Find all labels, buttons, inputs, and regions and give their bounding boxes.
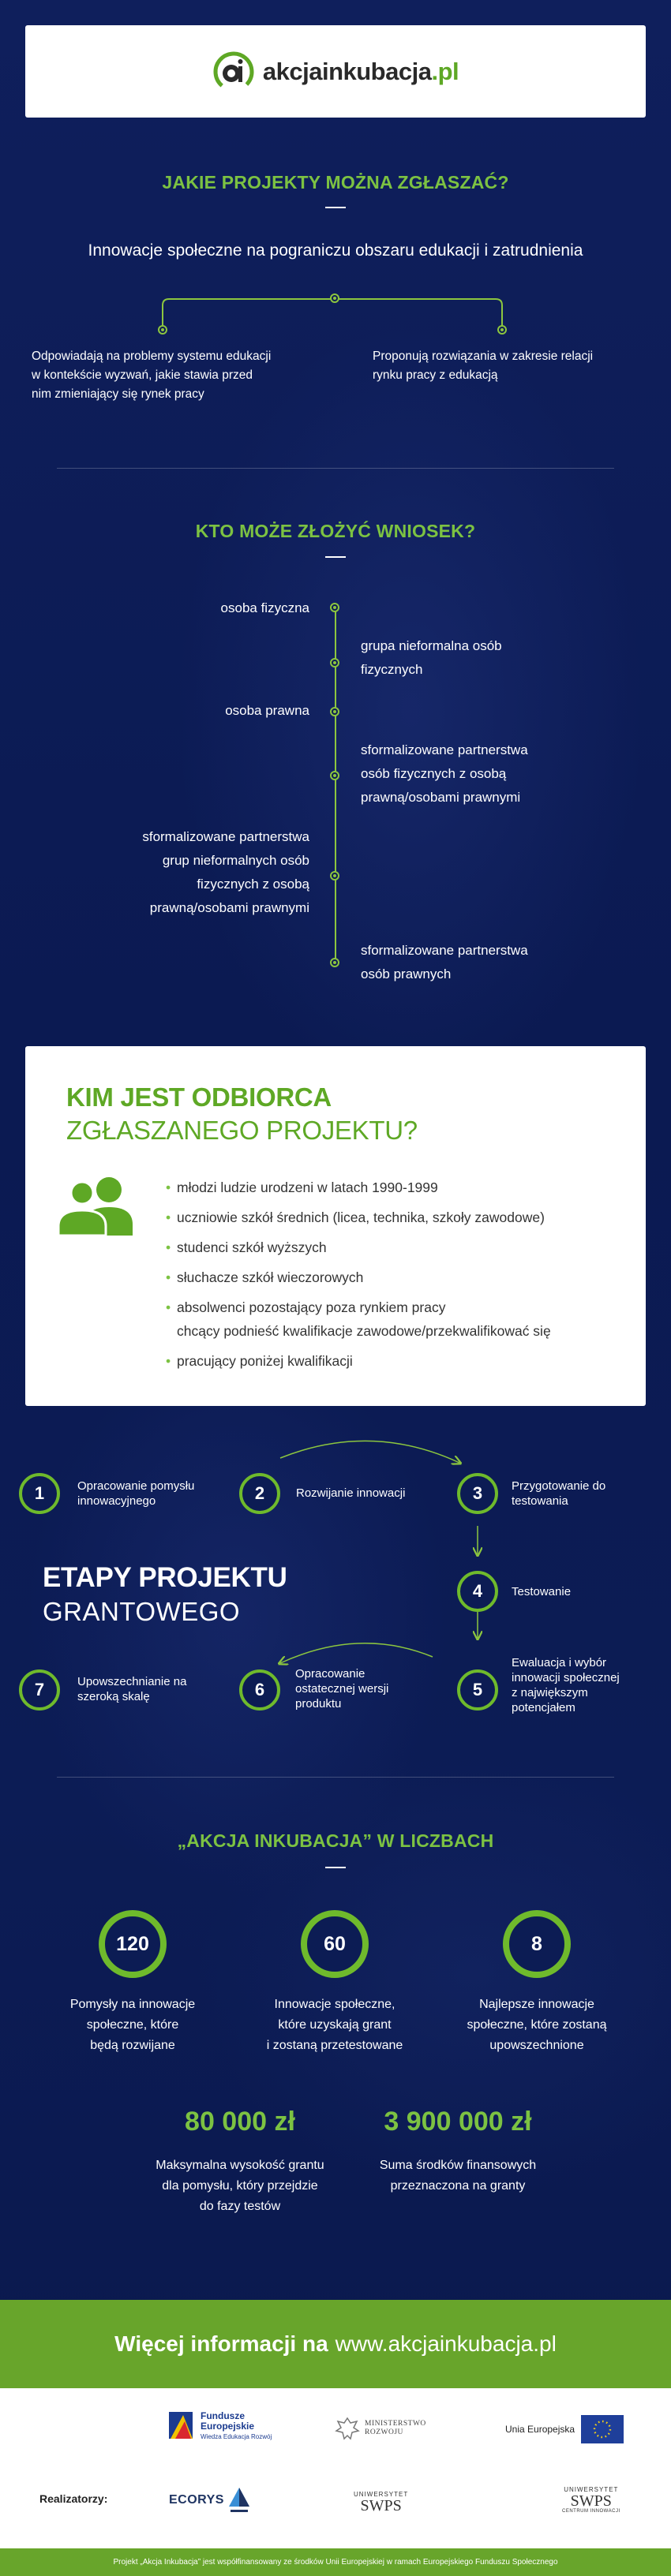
stage-label-line: z największym bbox=[512, 1686, 588, 1699]
audience-item bbox=[166, 1236, 551, 1259]
stage-7-circle: 7 bbox=[19, 1669, 60, 1710]
stage-1-label bbox=[77, 1479, 194, 1509]
audience-item-line: • absolwenci pozostający poza rynkiem pracy bbox=[177, 1299, 446, 1315]
who-node bbox=[330, 958, 339, 967]
users-icon bbox=[54, 1172, 141, 1236]
logo-main-text: akcjainkubacja bbox=[262, 57, 432, 85]
stage-label-line: potencjałem bbox=[512, 1701, 575, 1714]
stat-text-line: społeczne, które bbox=[86, 2018, 179, 2032]
amount-3900000-text bbox=[371, 2155, 545, 2197]
audience-item bbox=[166, 1349, 551, 1373]
audience-item bbox=[166, 1176, 551, 1199]
who-item-right-2 bbox=[361, 939, 613, 986]
stage-1-circle: 1 bbox=[19, 1473, 60, 1514]
stage-6-label bbox=[295, 1666, 388, 1711]
who-item-line: osób fizycznych z osobą bbox=[361, 766, 507, 781]
audience-item-line: • młodzi ludzie urodzeni w latach 1990-1999 bbox=[177, 1180, 438, 1195]
who-item-line: prawną/osobami prawnymi bbox=[361, 790, 521, 805]
who-item-line: sformalizowane partnerstwa bbox=[361, 742, 528, 757]
stage-label-line: Ewaluacja i wybór bbox=[512, 1656, 607, 1669]
projects-right-line: Proponują rozwiązania w zakresie relacji bbox=[373, 350, 594, 363]
who-title-dash bbox=[325, 556, 346, 558]
who-node bbox=[330, 871, 339, 880]
audience-item-line: • pracujący poniżej kwalifikacji bbox=[177, 1353, 353, 1369]
swps-innovation-main-text: SWPS bbox=[570, 2492, 612, 2510]
who-item-line: fizycznych bbox=[361, 662, 423, 677]
amount-80000-text bbox=[153, 2155, 327, 2217]
swps-innovation-logo bbox=[562, 2486, 620, 2514]
swps-innovation-sub-text: CENTRUM INNOWACJI bbox=[562, 2509, 620, 2514]
stat-ring-8: 8 bbox=[503, 1910, 571, 1978]
who-item-line: prawną/osobami prawnymi bbox=[149, 900, 309, 915]
stat-text-60 bbox=[248, 1995, 422, 2056]
audience-title-bold: KIM JEST ODBIORCA bbox=[66, 1082, 332, 1112]
stage-label-line: szeroką skalę bbox=[77, 1690, 150, 1703]
amount-80000: 80 000 zł bbox=[185, 2107, 295, 2137]
stage-3-circle: 3 bbox=[457, 1473, 498, 1514]
eu-flag-icon bbox=[581, 2415, 624, 2443]
who-node bbox=[330, 707, 339, 716]
more-info-band bbox=[0, 2300, 671, 2388]
stat-text-120 bbox=[46, 1995, 219, 2056]
projects-left-line: Odpowiadają na problemy systemu edukacji bbox=[32, 350, 272, 363]
audience-card bbox=[25, 1046, 646, 1406]
numbers-title-dash bbox=[325, 1867, 346, 1868]
projects-right-line: rynku pracy z edukacją bbox=[373, 368, 498, 382]
stat-text-line: Najlepsze innowacje bbox=[479, 1998, 594, 2011]
audience-item-line: chcący podnieść kwalifikacje zawodowe/przekwalifikować się bbox=[177, 1323, 551, 1339]
stat-text-line: Maksymalna wysokość grantu bbox=[156, 2159, 324, 2172]
audience-item-line: • słuchacze szkół wieczorowych bbox=[177, 1269, 364, 1285]
stage-5-circle: 5 bbox=[457, 1669, 498, 1710]
amount-3900000: 3 900 000 zł bbox=[384, 2107, 532, 2137]
swps-innovation-top-text: UNIWERSYTET bbox=[564, 2486, 619, 2493]
eu-label: Unia Europejska bbox=[505, 2424, 575, 2435]
stat-text-line: Suma środków finansowych bbox=[379, 2159, 537, 2172]
stage-label-line: Przygotowanie do bbox=[512, 1479, 606, 1493]
stage-label-line: Rozwijanie innowacji bbox=[296, 1486, 406, 1500]
stage-label-line: ostatecznej wersji bbox=[295, 1682, 389, 1696]
who-title: KTO MOŻE ZŁOŻYĆ WNIOSEK? bbox=[195, 521, 476, 541]
projects-right-text bbox=[373, 347, 641, 385]
stat-text-line: i zostaną przetestowane bbox=[266, 2039, 403, 2052]
projects-subtitle: Innowacje społeczne na pograniczu obszaru edukacji i zatrudnienia bbox=[88, 241, 583, 260]
ministry-line1: MINISTERSTWO bbox=[365, 2420, 426, 2428]
fe-line3: Wiedza Edukacja Rozwój bbox=[201, 2432, 272, 2440]
eu-logo bbox=[505, 2415, 624, 2443]
stat-text-line: upowszechnione bbox=[489, 2039, 584, 2052]
audience-title-light: ZGŁASZANEGO PROJEKTU? bbox=[66, 1116, 418, 1145]
stat-text-line: będą rozwijane bbox=[90, 2039, 175, 2052]
partners-section bbox=[0, 2388, 671, 2548]
logo[interactable] bbox=[212, 50, 459, 93]
numbers-title: „AKCJA INKUBACJA” W LICZBACH bbox=[177, 1830, 494, 1851]
stat-text-8 bbox=[450, 1995, 624, 2056]
more-info-label: Więcej informacji na bbox=[114, 2331, 328, 2356]
projects-left-node bbox=[158, 325, 167, 335]
stage-2-circle: 2 bbox=[239, 1473, 280, 1514]
who-item-line: grupa nieformalna osób bbox=[361, 638, 502, 653]
fe-line1: Fundusze bbox=[201, 2410, 245, 2421]
stat-ring-60: 60 bbox=[301, 1910, 369, 1978]
audience-item bbox=[166, 1206, 551, 1229]
ecorys-text: ECORYS bbox=[169, 2493, 224, 2507]
ministry-logo bbox=[335, 2415, 426, 2442]
section-divider bbox=[57, 1777, 614, 1778]
who-item-left-0 bbox=[71, 596, 309, 620]
projects-left-text bbox=[32, 347, 300, 404]
stat-text-line: które uzyskają grant bbox=[278, 2018, 392, 2032]
stat-ring-120: 120 bbox=[99, 1910, 167, 1978]
disclaimer-text: Projekt „Akcja Inkubacja” jest współfinansowany ze środków Unii Europejskiej w ramach Europejskiego Funduszu Społecznego bbox=[113, 2558, 558, 2567]
who-node bbox=[330, 771, 339, 780]
stat-text-line: Innowacje społeczne, bbox=[274, 1998, 395, 2011]
stage-label-line: Opracowanie pomysłu bbox=[77, 1479, 195, 1493]
stages-title-bold: ETAPY PROJEKTU bbox=[43, 1562, 287, 1593]
who-item-left-2 bbox=[71, 825, 309, 920]
header-card bbox=[25, 25, 646, 118]
who-item-line: fizycznych z osobą bbox=[197, 877, 309, 892]
fe-logo bbox=[167, 2410, 272, 2442]
stat-text-line: przeznaczona na granty bbox=[390, 2179, 526, 2193]
stage-label-line: innowacji społecznej bbox=[512, 1671, 620, 1684]
stat-text-line: społeczne, które zostaną bbox=[467, 2018, 607, 2032]
ecorys-triangle-icon bbox=[227, 2484, 251, 2516]
stage-6-circle: 6 bbox=[239, 1669, 280, 1710]
audience-item-line: • uczniowie szkół średnich (licea, technika, szkoły zawodowe) bbox=[177, 1209, 545, 1225]
fe-line2: Europejskie bbox=[201, 2420, 255, 2432]
swps-main-text: SWPS bbox=[360, 2497, 402, 2514]
who-item-line: grup nieformalnych osób bbox=[162, 853, 309, 868]
who-item-right-0 bbox=[361, 634, 613, 682]
ministry-line2: ROZWOJU bbox=[365, 2428, 403, 2436]
stage-4-label bbox=[512, 1584, 571, 1599]
stage-4-circle: 4 bbox=[457, 1571, 498, 1612]
projects-right-node bbox=[497, 325, 507, 335]
ai-logo-icon bbox=[212, 50, 255, 93]
who-item-line: sformalizowane partnerstwa bbox=[361, 943, 528, 958]
audience-item bbox=[166, 1295, 551, 1343]
stage-label-line: Testowanie bbox=[512, 1585, 572, 1598]
who-item-line: osób prawnych bbox=[361, 966, 452, 981]
logo-tld-text: .pl bbox=[431, 57, 459, 85]
projects-top-node bbox=[330, 293, 339, 303]
audience-list bbox=[166, 1176, 551, 1379]
section-divider bbox=[57, 468, 614, 469]
stat-text-line: Pomysły na innowacje bbox=[69, 1998, 196, 2011]
stat-text-line: do fazy testów bbox=[199, 2200, 281, 2213]
swps-top-text: UNIWERSYTET bbox=[354, 2491, 409, 2498]
disclaimer-bar bbox=[0, 2548, 671, 2576]
more-info-link[interactable]: www.akcjainkubacja.pl bbox=[335, 2331, 557, 2356]
ecorys-logo bbox=[169, 2484, 251, 2516]
who-node bbox=[330, 658, 339, 667]
stat-text-line: dla pomysłu, który przejdzie bbox=[162, 2179, 318, 2193]
projects-title-dash bbox=[325, 207, 346, 208]
stage-label-line: innowacyjnego bbox=[77, 1494, 156, 1508]
projects-branch-connector bbox=[0, 284, 671, 339]
stage-3-label bbox=[512, 1479, 605, 1509]
audience-item-line: • studenci szkół wyższych bbox=[177, 1239, 327, 1255]
who-item-left-1 bbox=[71, 699, 309, 723]
realizatorzy-label: Realizatorzy: bbox=[39, 2492, 108, 2505]
stage-label-line: produktu bbox=[295, 1697, 342, 1710]
stage-2-label bbox=[296, 1486, 405, 1501]
stage-7-label bbox=[77, 1674, 186, 1704]
stage-label-line: Upowszechnianie na bbox=[77, 1675, 187, 1688]
who-item-line: osoba prawna bbox=[225, 703, 309, 718]
who-item-right-1 bbox=[361, 738, 613, 809]
who-item-line: osoba fizyczna bbox=[220, 600, 309, 615]
stage-5-label bbox=[512, 1655, 620, 1715]
projects-left-line: w kontekście wyzwań, jakie stawia przed bbox=[32, 368, 253, 382]
projects-left-line: nim zmieniający się rynek pracy bbox=[32, 387, 204, 401]
stage-label-line: Opracowanie bbox=[295, 1667, 365, 1681]
projects-title: JAKIE PROJEKTY MOŻNA ZGŁASZAĆ? bbox=[162, 172, 509, 193]
who-node bbox=[330, 603, 339, 612]
audience-item bbox=[166, 1266, 551, 1289]
who-item-line: sformalizowane partnerstwa bbox=[142, 829, 309, 844]
swps-logo bbox=[354, 2491, 408, 2514]
eagle-emblem-icon bbox=[335, 2415, 360, 2442]
stages-title-light: GRANTOWEGO bbox=[43, 1597, 241, 1626]
fe-flag-icon bbox=[167, 2410, 196, 2442]
stage-label-line: testowania bbox=[512, 1494, 568, 1508]
